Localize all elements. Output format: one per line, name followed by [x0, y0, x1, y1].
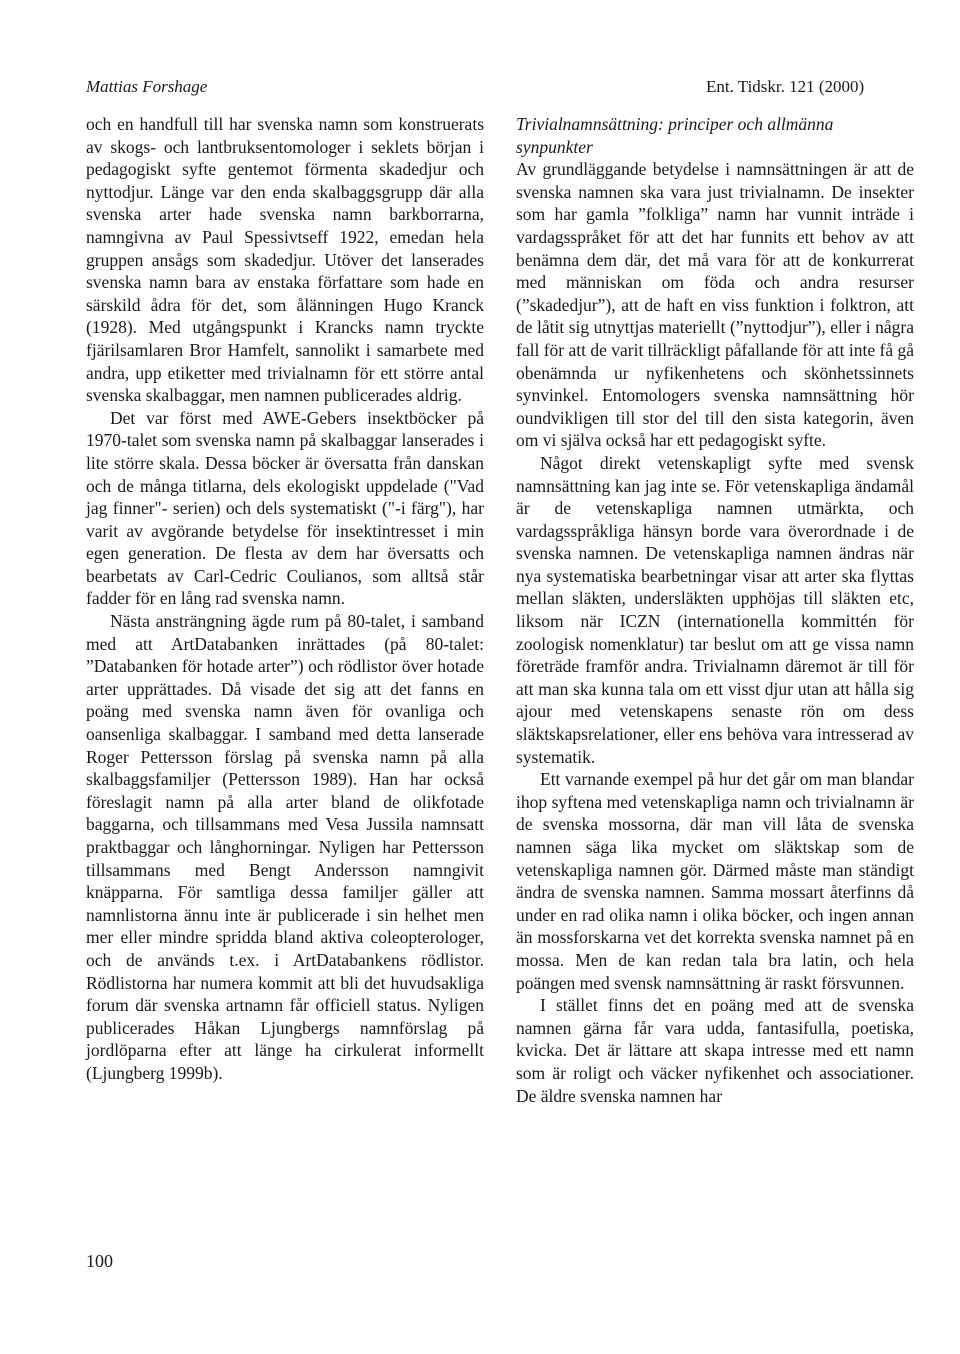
paragraph: Av grundläggande betydelse i namnsättningen är att de svenska namnen ska vara just trivialnamn. De insekter som har gamla ”folkliga” namn har vunnit inträde i vardagsspråket för att det har funnits ett behov av att benämna dem där, det må vara för att de konkurrerat med människan om föda och andra resurser (”skadedjur”), att de haft en viss funktion i folktron, att de låtit sig utnyttjas materiellt (”nyttodjur”), eller i några fall för att de varit tillräckligt påfallande för att inte få gå obenämnda ur nyfikenhetens och skönhetssinnets synvinkel. Entomologers svenska namnsättning hör oundvikligen till stor del till den sista kategorin, även om vi själva också har ett pedagogiskt syfte. [516, 159, 914, 451]
paragraph: Ett varnande exempel på hur det går om man blandar ihop syftena med vetenskapliga namn och trivialnamn är de svenska mossorna, där man vill låta de svenska namnen säga lika mycket om släktskap som de vetenskapliga namnen gör. Därmed måste man ständigt ändra de svenska namnen. Samma mossart återfinns då under en rad olika namn i olika böcker, och ingen annan än mossforskarna vet det korrekta svenska namnet på en mossa. Men de kan redan tala bra latin, och hela poängen med svensk namnsättning är raskt försvunnen. [516, 769, 914, 993]
right-column [516, 113, 914, 1107]
paragraph: och en handfull till har svenska namn som konstruerats av skogs- och lantbruksentomologer i seklets början i pedagogiskt syfte gentemot förmenta skadedjur och nyttodjur. Länge var den enda skalbaggsgrupp där alla svenska arter hade svenska namn barkborrarna, namngivna av Paul Spessivtseff 1922, emedan hela gruppen ansågs som skadedjur. Utöver det lanserades svenska namn bara av enstaka författare som hade en särskild ådra för det, som ålänningen Hugo Kranck (1928). Med utgångspunkt i Krancks namn tryckte fjärilsamlaren Bror Hamfelt, sannolikt i samarbete med andra, upp etiketter med trivialnamn för ett större antal svenska skalbaggar, men namnen publicerades aldrig. [86, 114, 484, 406]
section-heading: Trivialnamnsättning: principer och allmänna synpunkter [516, 114, 834, 157]
page-number: 100 [86, 1251, 113, 1271]
running-head-journal: Ent. Tidskr. 121 (2000) [706, 77, 865, 96]
running-head-author: Mattias Forshage [86, 77, 208, 96]
paragraph: I stället finns det en poäng med att de svenska namnen gärna får vara udda, fantasifulla, poetiska, kvicka. Det är lättare att skapa intresse med ett namn som är roligt och väcker nyfikenhet och associationer. De äldre svenska namnen har [516, 995, 914, 1106]
left-column [86, 113, 484, 1085]
paragraph: Det var först med AWE-Gebers insektböcker på 1970-talet som svenska namn på skalbaggar lanserades i lite större skala. Dessa böcker är översatta från danskan och de många titlarna, dels ekologiskt uppdelade ("Vad jag finner"- serien) och dels systematiskt ("-i färg"), har varit av avgörande betydelse för insektintresset i min egen generation. De flesta av dem har översatts och bearbetats av Carl-Cedric Coulianos, som alltså står fadder för en lång rad svenska namn. [86, 407, 484, 609]
paragraph: Nästa ansträngning ägde rum på 80-talet, i samband med att ArtDatabanken inrättades (på 80-talet: ”Databanken för hotade arter”) och rödlistor över hotade arter upprättades. Då visade det sig att det fanns en poäng med svenska namn även för ovanliga och oansenliga skalbaggar. I samband med detta lanserade Roger Pettersson förslag på svenska namn på alla skalbaggsfamiljer (Pettersson 1989). Han har också föreslagit namn på alla arter bland de olikfotade baggarna, och tillsammans med Vesa Jussila namnsatt praktbaggar och långhorningar. Nyligen har Pettersson tillsammans med Bengt Andersson namngivit knäpparna. För samtliga dessa familjer gäller att namnlistorna ännu inte är publicerade i sin helhet men mer eller mindre spridda bland aktiva coleopterologer, och de används t.ex. i ArtDatabankens rödlistor. Rödlistorna har numera kommit att bli det huvudsakliga forum där svenska artnamn får officiell status. Nyligen publicerades Håkan Ljungbergs namnförslag på jordlöparna efter att länge ha cirkulerat informellt (Ljungberg 1999b). [86, 611, 484, 1083]
paragraph: Något direkt vetenskapligt syfte med svensk namnsättning kan jag inte se. För vetenskapliga ändamål är de vetenskapliga namnen utmärkta, och vardagsspråkliga hänsyn borde vara överordnade i de svenska namnen. De vetenskapliga namnen ändras när nya systematiska bearbetningar visar att arter ska flyttas mellan släkten, undersläkten upphöjas till släkten etc, liksom när ICZN (internationella kommittén för zoologisk nomenklatur) tar beslut om att ge vissa namn företräde framför andra. Trivialnamn däremot är till för att man ska kunna tala om ett visst djur utan att hålla sig ajour med vetenskapens senaste rön om dess släktskapsrelationer, eller ens behöva vara intresserad av systematik. [516, 452, 914, 767]
